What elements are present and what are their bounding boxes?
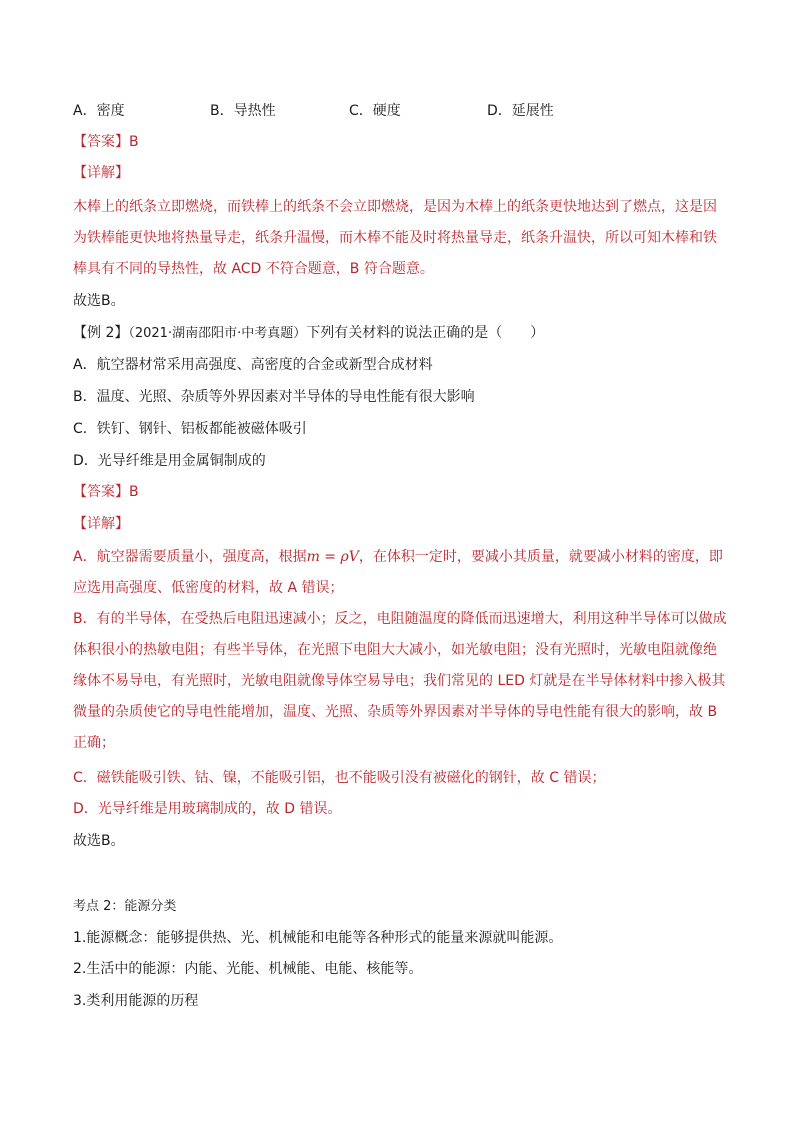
q2-conclusion: 故选B。 (73, 833, 125, 849)
q1-option-d: D．延展性 (487, 103, 554, 119)
q1-answer: 【答案】B (73, 134, 139, 150)
q2-source: （2021·湖南邵阳市·中考真题） (128, 326, 307, 341)
q2-explain-b-line: B．有的半导体，在受热后电阻迅速减小；反之，电阻随温度的降低而迅速增大，利用这种半导体可以做成 (73, 611, 727, 627)
q1-detail-heading: 【详解】 (73, 165, 129, 181)
q1-option-a: A．密度 (73, 103, 125, 119)
q1-detail-line: 棒具有不同的导热性，故 ACD 不符合题意，B 符合题意。 (73, 261, 434, 277)
q2-explain-a (73, 547, 734, 567)
q2-option-b: B．温度、光照、杂质等外界因素对半导体的导电性能有很大影响 (73, 389, 475, 405)
q2-label: 【例 2】 (73, 325, 129, 341)
q2-detail-heading: 【详解】 (73, 516, 129, 532)
q2-explain-d: D．光导纤维是用玻璃制成的，故 D 错误。 (73, 801, 342, 817)
q2-answer: 【答案】B (73, 484, 139, 500)
section-title: 考点 2：能源分类 (73, 899, 177, 914)
q2-question (73, 323, 734, 344)
section-item: 1.能源概念：能够提供热、光、机械能和电能等各种形式的能量来源就叫能源。 (73, 930, 563, 946)
q2-explain-b-line: 缘体不易导电，有光照时，光敏电阻就像导体空易导电；我们常见的 LED 灯就是在半导体材料中掺入极其 (73, 673, 726, 689)
density-formula: m = ρV (306, 549, 359, 565)
section-item: 3.类利用能源的历程 (73, 993, 199, 1009)
section-item: 2.生活中的能源：内能、光能、机械能、电能、核能等。 (73, 961, 423, 977)
q1-option-c: C．硬度 (349, 103, 401, 119)
q2-explain-a-text: A．航空器需要质量小，强度高，根据 (73, 549, 307, 565)
q1-conclusion: 故选B。 (73, 293, 125, 309)
q2-option-c: C．铁钉、钢针、铝板都能被磁体吸引 (73, 421, 307, 437)
q1-detail-line: 木棒上的纸条立即燃烧，而铁棒上的纸条不会立即燃烧，是因为木棒上的纸条更快地达到了燃点，这是因 (73, 199, 717, 215)
q2-explain-b-line: 微量的杂质使它的导电性能增加，温度、光照、杂质等外界因素对半导体的导电性能有很大的影响，故 B (73, 704, 718, 720)
q2-stem: 下列有关材料的说法正确的是（ ） (306, 325, 545, 341)
q2-explain-a-line2: 应选用高强度、低密度的材料，故 A 错误； (73, 580, 344, 596)
q2-explain-b-line: 正确； (73, 735, 115, 751)
q2-option-a: A．航空器材常采用高强度、高密度的合金或新型合成材料 (73, 357, 433, 373)
q1-detail-line: 为铁棒能更快地将热量导走，纸条升温慢，而木棒不能及时将热量导走，纸条升温快，所以可知木棒和铁 (73, 230, 717, 246)
q2-explain-a-text: ，在体积一定时，要减小其质量，就要减小材料的密度，即 (358, 549, 723, 565)
q1-option-b: B．导热性 (210, 103, 276, 119)
q2-explain-b-line: 体积很小的热敏电阻；有些半导体，在光照下电阻大大减小，如光敏电阻；没有光照时，光敏电阻就像绝 (73, 642, 717, 658)
q2-option-d: D．光导纤维是用金属铜制成的 (73, 453, 266, 469)
q2-explain-c: C．磁铁能吸引铁、钴、镍，不能吸引铝，也不能吸引没有被磁化的钢针，故 C 错误； (73, 770, 606, 786)
